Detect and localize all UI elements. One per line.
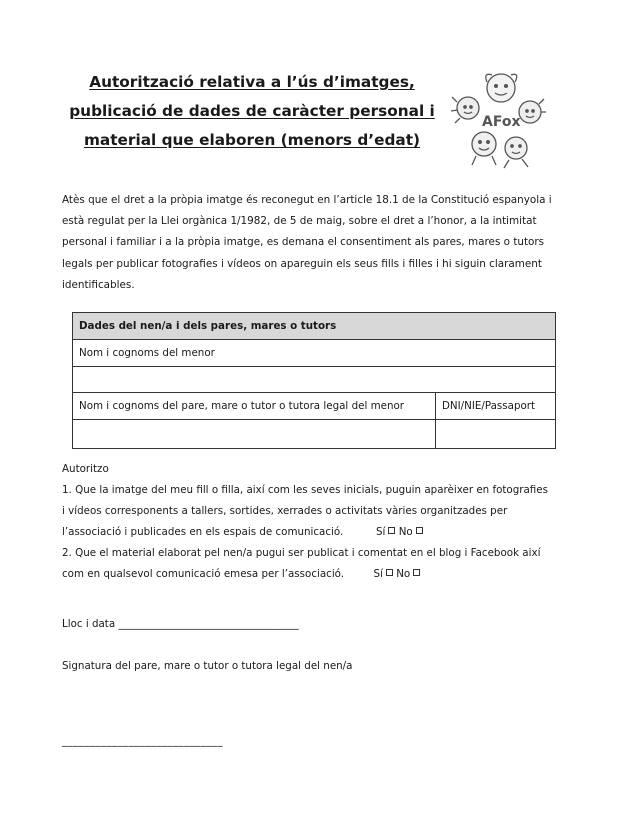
- item1-line-2: i vídeos corresponents a tallers, sortides, xerrades o activitats vàries organitzades per: [62, 505, 508, 517]
- afox-logo-icon: [446, 66, 546, 172]
- item1-text: l’associació i publicades en els espais de comunicació.: [62, 526, 344, 538]
- item1-no-label: No: [398, 526, 413, 538]
- item2-yes-checkbox[interactable]: [386, 569, 393, 576]
- item2-no-checkbox[interactable]: [413, 569, 420, 576]
- signature-line[interactable]: _____________________________: [62, 735, 223, 747]
- logo-text: AFox: [482, 114, 521, 130]
- document-title: [52, 68, 452, 155]
- item2-text: com en qualsevol comunicació emesa per l’associació.: [62, 568, 345, 580]
- item2-line-2: [62, 564, 582, 585]
- intro-line: personal i familiar i a la pròpia imatge, es demana el consentiment als pares, mares o tutors: [62, 236, 545, 249]
- intro-line: identificables.: [62, 278, 135, 291]
- item1-no-checkbox[interactable]: [416, 527, 423, 534]
- id-document-field[interactable]: [436, 420, 556, 449]
- authorization-heading: Autoritzo: [62, 463, 109, 475]
- parent-name-label: Nom i cognoms del pare, mare o tutor o tutora legal del menor: [73, 393, 436, 420]
- intro-paragraph: [62, 190, 572, 296]
- item2-no-label: No: [396, 568, 411, 580]
- table-header: Dades del nen/a i dels pares, mares o tutors: [73, 313, 556, 340]
- title-line-3: material que elaboren (menors d’edat): [83, 131, 421, 149]
- id-document-label: DNI/NIE/Passaport: [436, 393, 556, 420]
- item2-yes-label: Sí: [373, 568, 383, 580]
- title-line-2: publicació de dades de caràcter personal i: [69, 102, 435, 120]
- authorization-section: [62, 459, 582, 585]
- personal-data-table: [72, 312, 556, 449]
- intro-line: està regulat per la Llei orgànica 1/1982, de 5 de maig, sobre el dret a l’honor, a la intimitat: [62, 215, 537, 228]
- intro-line: legals per publicar fotografies i vídeos on apareguin els seus fills i filles i hi siguin clarament: [62, 257, 542, 270]
- item1-line-3: [62, 522, 582, 543]
- item1-line-1: 1. Que la imatge del meu fill o filla, així com les seves inicials, puguin aparèixer en fotografies: [62, 484, 548, 496]
- afox-logo: [446, 66, 546, 172]
- item1-yes-checkbox[interactable]: [388, 527, 395, 534]
- parent-name-field[interactable]: [73, 420, 436, 449]
- item1-yes-label: Sí: [376, 526, 386, 538]
- signature-label: Signatura del pare, mare o tutor o tutora legal del nen/a: [62, 660, 353, 672]
- place-date-field[interactable]: Lloc i data ___________________________________: [62, 618, 299, 630]
- title-line-1: Autorització relativa a l’ús d’imatges,: [89, 73, 415, 91]
- minor-name-label: Nom i cognoms del menor: [73, 340, 556, 367]
- minor-name-field[interactable]: [73, 367, 556, 393]
- item2-line-1: 2. Que el material elaborat pel nen/a pugui ser publicat i comentat en el blog i Facebook així: [62, 547, 541, 559]
- intro-line: Atès que el dret a la pròpia imatge és reconegut en l’article 18.1 de la Constitució espanyola i: [62, 194, 552, 206]
